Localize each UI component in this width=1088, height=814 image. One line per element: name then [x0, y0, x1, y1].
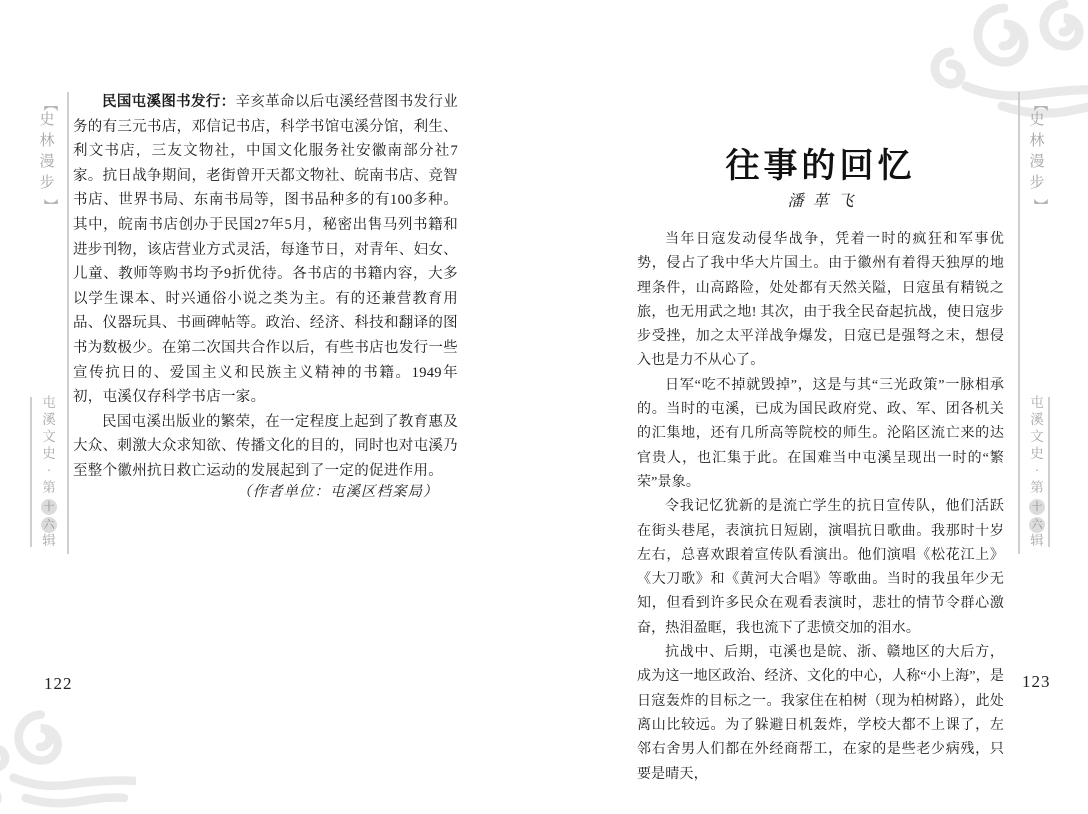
circled-volume-char: 十: [1029, 499, 1045, 515]
body-paragraph: 抗战中、后期，屯溪也是皖、浙、赣地区的大后方，成为这一地区政治、经济、文化的中心，人称“小上海”，是日寇轰炸的目标之一。我家住在柏树（现为柏树路），此处离山比较远。为了躲避日机轰炸，学校大都不上课了，左邻右舍男人们都在外经商帮工，在家的是些老少病残，只要是晴天，: [637, 645, 1004, 782]
left-page-body: [73, 90, 458, 484]
body-paragraph: [73, 90, 458, 410]
circled-volume-char: 六: [1029, 517, 1045, 533]
series-rule-left: [30, 397, 32, 547]
body-paragraph: 令我记忆犹新的是流亡学生的抗日宣传队，他们活跃在街头巷尾，表演抗日短剧，演唱抗日歌曲。我那时十岁左右，总喜欢跟着宣传队看演出。他们演唱《松花江上》《大刀歌》和《黄河大合唱》等歌曲。当时的我虽年少无知，但看到许多民众在观看表演时，悲壮的情节令群心激奋，热泪盈眶，我也流下了悲愤交加的泪水。: [637, 499, 1004, 636]
paragraph-text: 辛亥革命以后屯溪经营图书发行业务的有三元书店，邓信记书店，科学书馆屯溪分馆，利生、利文书店，三友文物社，中国文化服务社安徽南部分社7家。抗日战争期间，老街曾开天都文物社、皖南书店、竞智书店、世界书局、东南书局等，图书品种多的有100多种。其中，皖南书店创办于民国27年5月，秘密出售马列书籍和进步刊物，该店营业方式灵活，每逢节日，对青年、妇女、儿童、教师等购书均予9折优待。各书店的书籍内容，大多以学生课本、时兴通俗小说之类为主。有的还兼营教育用品、仪器玩具、书画碑帖等。政治、经济、科技和翻译的图书为数极少。在第二次国共合作以后，有些书店也发行一些宣传抗日的、爱国主义和民族主义精神的书籍。1949年初，屯溪仅存科学书店一家。: [73, 94, 458, 406]
cloud-ornament-bottom-left: [0, 702, 136, 814]
series-label-right: 屯 溪 文 史 · 第 十 六 辑: [1030, 395, 1044, 548]
page-number-right: 123: [1022, 672, 1051, 691]
body-paragraph: 日军“吃不掉就毁掉”，这是与其“三光政策”一脉相承的。当时的屯溪，已成为国民政府党、政、军、团各机关的汇集地，还有几所高等院校的师生。沦陷区流亡来的达官贵人，也汇集于此。在国难当中屯溪呈现出一时的“繁荣”景象。: [637, 377, 1004, 490]
circled-volume-char: 十: [41, 499, 57, 515]
article-author: 潘革飞: [787, 193, 863, 210]
paragraph-lead: 民国屯溪图书发行：: [102, 94, 236, 110]
cloud-ornament-top-right: [916, 0, 1088, 124]
article-title: 往事的回忆: [725, 148, 916, 185]
sidebar-column-label-right: 【 史 林 漫 步 】: [1029, 97, 1047, 213]
series-label-left: 屯 溪 文 史 · 第 十 六 辑: [42, 395, 56, 548]
sidebar-rule-right: [1018, 92, 1020, 554]
body-paragraph: 当年日寇发动侵华战争，凭着一时的疯狂和军事优势，侵占了我中华大片国土。由于徽州有着得天独厚的地理条件，山高路险，处处都有天然关隘，日寇虽有精锐之旅，也无用武之地! 其次，由于我全民奋起抗战，使日寇步步受挫，加之太平洋战争爆发，日寇已是强弩之末，想侵入也是力不从心了。: [637, 232, 1004, 369]
body-paragraph: 民国屯溪出版业的繁荣，在一定程度上起到了教育惠及大众、刺激大众求知欲、传播文化的目的，同时也对屯溪乃至整个徽州抗日救亡运动的发展起到了一定的促进作用。: [73, 413, 458, 479]
circled-volume-char: 六: [41, 517, 57, 533]
right-page-body: [637, 228, 1004, 787]
author-note: （作者单位：屯溪区档案局）: [237, 484, 439, 500]
sidebar-column-label-left: 【 史 林 漫 步 】: [39, 97, 57, 213]
series-rule-right: [1048, 397, 1050, 547]
page-number-left: 122: [44, 674, 73, 693]
sidebar-rule-left: [67, 92, 69, 554]
